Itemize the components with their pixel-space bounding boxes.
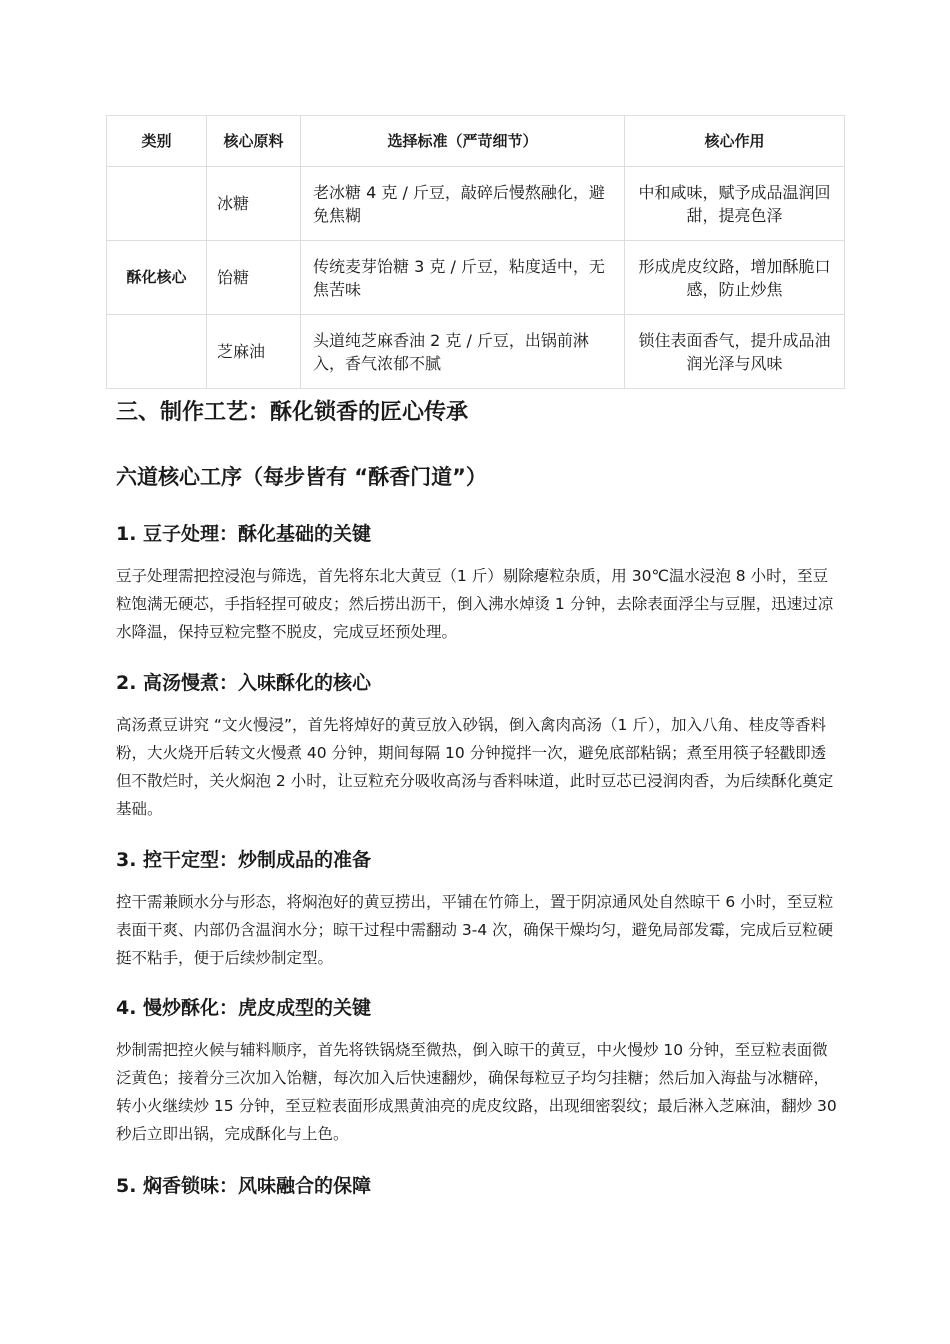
table-row: [107, 241, 845, 315]
material-cell: 饴糖: [207, 241, 301, 315]
subsection-title: 六道核心工序（每步皆有 “酥香门道”）: [116, 465, 487, 489]
step-paragraph: 炒制需把控火候与辅料顺序，首先将铁锅烧至微热，倒入晾干的黄豆，中火慢炒 10 分钟，至豆粒表面微泛黄色；接着分三次加入饴糖，每次加入后快速翻炒，确保每粒豆子均匀挂糖；然后加入海盐与冰糖碎，转小火继续炒 15 分钟，至豆粒表面形成黑黄油亮的虎皮纹路，出现细密裂纹；最后淋入芝麻油，翻炒 30 秒后立即出锅，完成酥化与上色。: [116, 1041, 837, 1143]
category-cell: [107, 315, 207, 389]
material-cell: 冰糖: [207, 167, 301, 241]
standard-cell: 头道纯芝麻香油 2 克 / 斤豆，出锅前淋入，香气浓郁不腻: [301, 315, 625, 389]
category-cell: 酥化核心: [107, 241, 207, 315]
step-title: 2. 高汤慢煮：入味酥化的核心: [116, 672, 372, 694]
column-header: 选择标准（严苛细节）: [301, 116, 625, 167]
step-paragraph: 高汤煮豆讲究 “文火慢浸”，首先将焯好的黄豆放入砂锅，倒入禽肉高汤（1 斤），加入八角、桂皮等香料粉，大火烧开后转文火慢煮 40 分钟，期间每隔 10 分钟搅拌一次，避免底部粘锅；煮至用筷子轻戳即透但不散烂时，关火焖泡 2 小时，让豆粒充分吸收高汤与香料味道，此时豆芯已浸润肉香，为后续酥化奠定基础。: [116, 716, 834, 818]
ingredient-table: [106, 115, 845, 389]
step-title: 1. 豆子处理：酥化基础的关键: [116, 523, 372, 545]
role-cell: 形成虎皮纹路，增加酥脆口感，防止炒焦: [625, 241, 845, 315]
step-paragraph: 控干需兼顾水分与形态，将焖泡好的黄豆捞出，平铺在竹筛上，置于阴凉通风处自然晾干 6 小时，至豆粒表面干爽、内部仍含温润水分；晾干过程中需翻动 3-4 次，确保干燥均匀，避免局部发霉，完成后豆粒硬挺不粘手，便于后续炒制定型。: [116, 893, 834, 967]
step-title: 3. 控干定型：炒制成品的准备: [116, 849, 372, 871]
column-header: 核心原料: [207, 116, 301, 167]
category-cell: [107, 167, 207, 241]
table-header-row: [107, 116, 845, 167]
column-header: 核心作用: [625, 116, 845, 167]
role-cell: 锁住表面香气，提升成品油润光泽与风味: [625, 315, 845, 389]
role-cell: 中和咸味，赋予成品温润回甜，提亮色泽: [625, 167, 845, 241]
standard-cell: 传统麦芽饴糖 3 克 / 斤豆，粘度适中，无焦苦味: [301, 241, 625, 315]
material-cell: 芝麻油: [207, 315, 301, 389]
step-title: 5. 焖香锁味：风味融合的保障: [116, 1175, 372, 1197]
standard-cell: 老冰糖 4 克 / 斤豆，敲碎后慢熬融化，避免焦糊: [301, 167, 625, 241]
step-paragraph: 豆子处理需把控浸泡与筛选，首先将东北大黄豆（1 斤）剔除瘪粒杂质，用 30℃温水浸泡 8 小时，至豆粒饱满无硬芯，手指轻捏可破皮；然后捞出沥干，倒入沸水焯烫 1 分钟，去除表面浮尘与豆腥，迅速过凉水降温，保持豆粒完整不脱皮，完成豆坯预处理。: [116, 567, 834, 641]
table-row: [107, 167, 845, 241]
table-row: [107, 315, 845, 389]
column-header: 类别: [107, 116, 207, 167]
step-title: 4. 慢炒酥化：虎皮成型的关键: [116, 997, 372, 1019]
section-title: 三、制作工艺：酥化锁香的匠心传承: [116, 400, 469, 425]
